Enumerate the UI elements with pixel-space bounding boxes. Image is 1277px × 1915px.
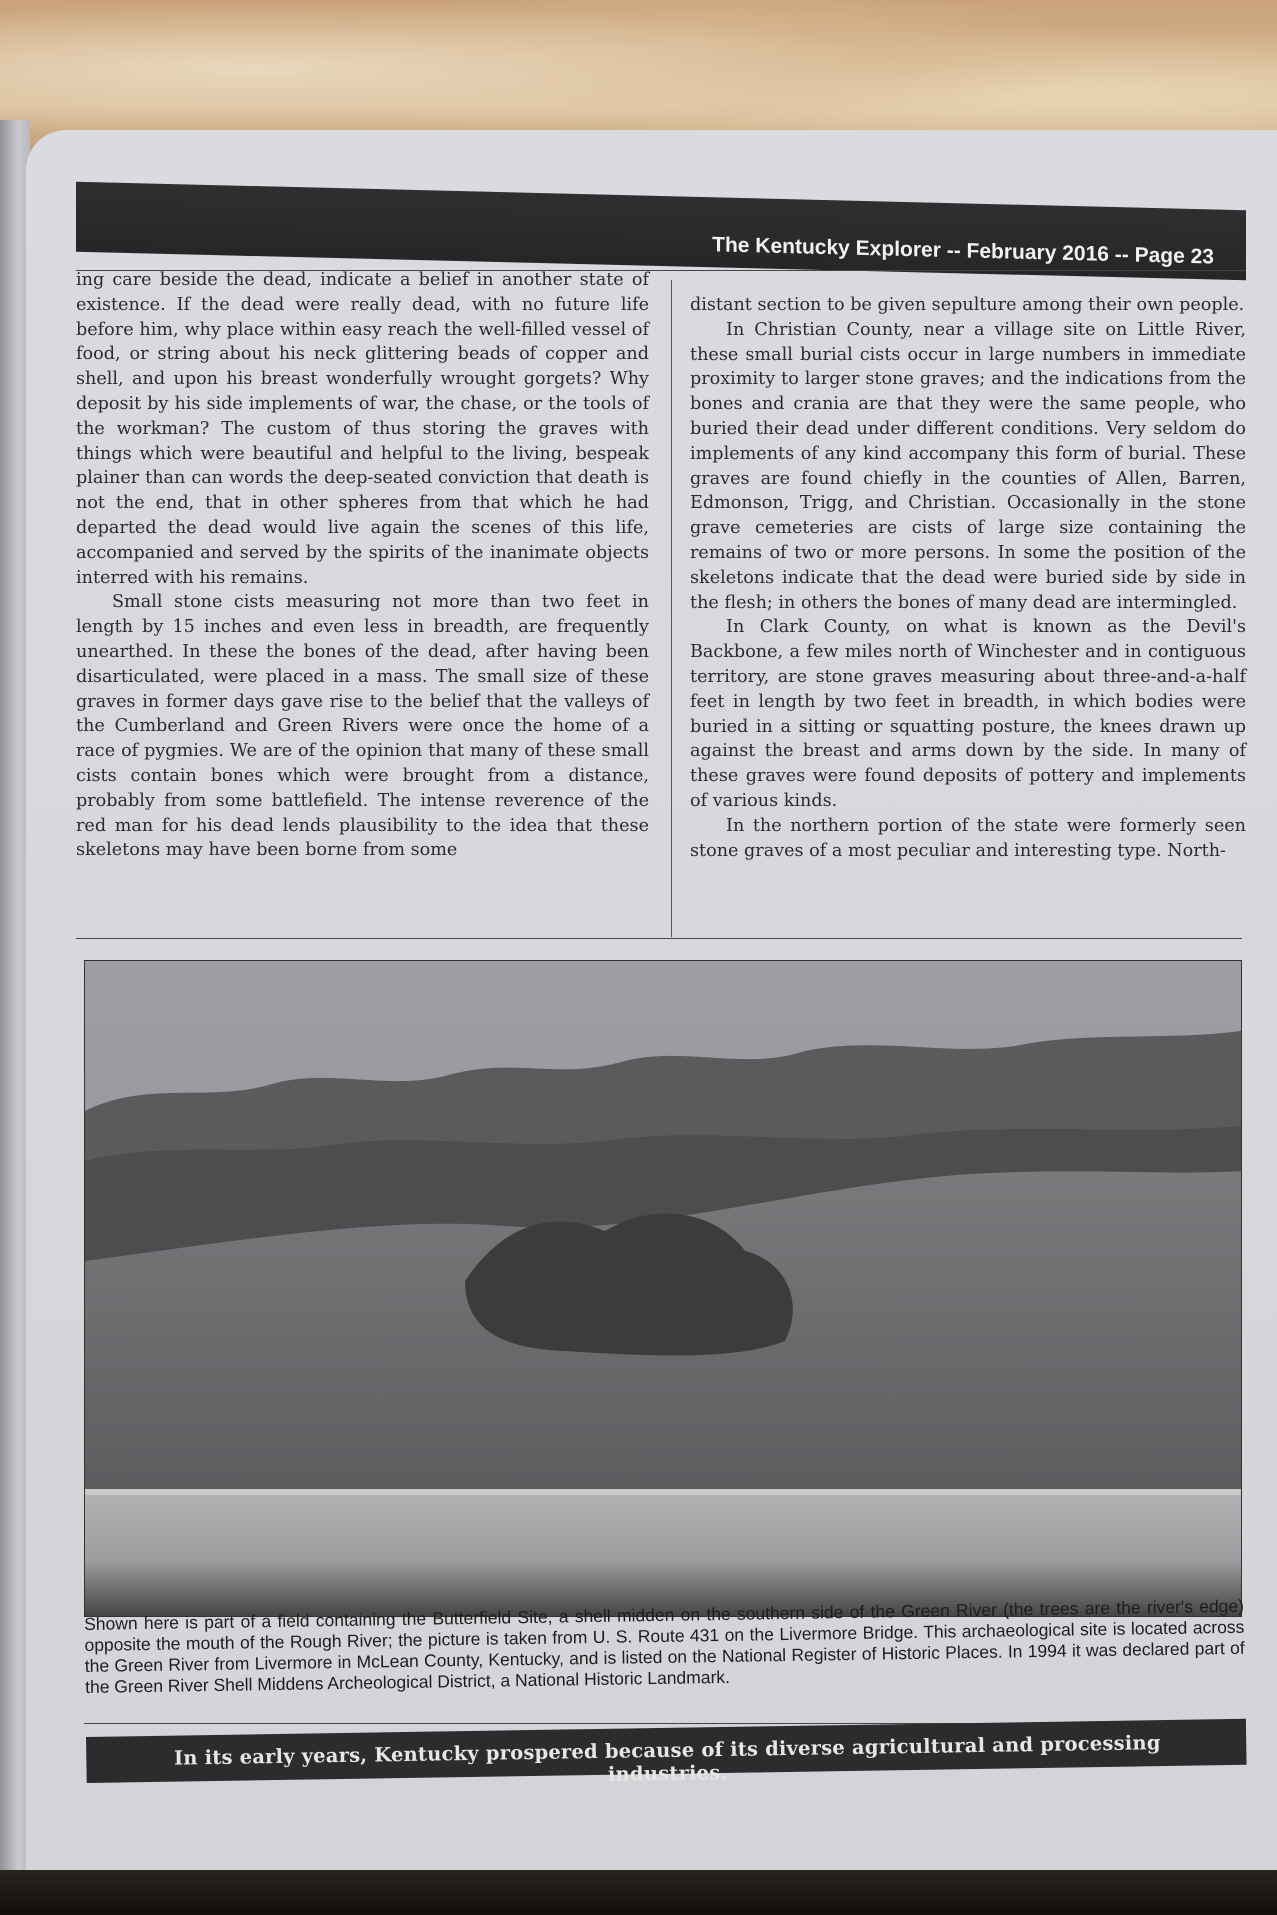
right-paragraph-4: In the northern portion of the state were formerly seen stone graves of a most peculiar and interesting type. North- [690,815,1246,861]
left-text-column [76,268,649,863]
left-paragraph-2: Small stone cists measuring not more than two feet in length by 15 inches and even less in breadth, are frequently unearthed. In these the bones of the dead, after having been disarticulated, were placed in a mass. The small size of these graves in former days gave rise to the belief that the valleys of the Cumberland and Green Rivers were once the home of a race of pygmies. We are of the opinion that many of these small cists contain bones which were brought from a distance, probably from some battlefield. The intense reverence of the red man for his dead lends plausibility to the idea that these skeletons may have been borne from some [76,592,649,861]
photo-caption: Shown here is part of a field containing the Butterfield Site, a shell midden on the southern side of the Green River (the trees are the river's edge) opposite the mouth of the Rough River; the picture is taken from U. S. Route 431 on the Livermore Bridge. This archaeological site is located across the Green River from Livermore in McLean County, Kentucky, and is listed on the National Register of Historic Places. In 1994 it was declared part of the Green River Shell Middens Archeological District, a National Historic Landmark. [84,1595,1245,1697]
left-paragraph-1: ing care beside the dead, indicate a belief in another state of existence. If the dead were really dead, with no future life before him, why place within easy reach the well-filled vessel of food, or string about his neck glittering beads of copper and shell, and upon his breast wonderfully wrought gorgets? Why deposit by his side implements of war, the chase, or the tools of the workman? The custom of thus storing the graves with things which were beautiful and helpful to the living, bespeak plainer than can words the deep-seated conviction that death is not the end, that in other spheres from that which he had departed the dead would live again the scenes of this life, accompanied and served by the spirits of the inanimate objects interred with his remains. [76,270,649,588]
page-header-title: The Kentucky Explorer -- February 2016 -- Page 23 [712,233,1214,269]
bottom-shadow-edge [0,1870,1277,1915]
field-photo-image [85,961,1241,1616]
footer-tagline: In its early years, Kentucky prospered because of its diverse agricultural and processing industries. [173,1731,1161,1786]
right-paragraph-1: distant section to be given sepulture among their own people. [690,295,1245,315]
text-bottom-rule [76,938,1242,939]
right-paragraph-2: In Christian County, near a village site on Little River, these small burial cists occur in large numbers in immediate proximity to larger stone graves; and the indications from the bones and crania are that they were the same people, who buried their dead under different conditions. Very seldom do implements of any kind accompany this form of burial. These graves are found chiefly in the counties of Allen, Barren, Edmonson, Trigg, and Christian. Occasionally in the stone grave cemeteries are cists of large size containing the remains of two or more persons. In some the position of the skeletons indicate that the dead were buried side by side in the flesh; in others the bones of many dead are intermingled. [690,319,1246,613]
column-divider [671,280,672,937]
right-paragraph-3: In Clark County, on what is known as the Devil's Backbone, a few miles north of Winchester and in contiguous territory, are stone graves measuring about three-and-a-half feet in length by two feet in breadth, in which bodies were buried in a sitting or squatting posture, the knees drawn up against the breast and arms down by the side. In many of these graves were found deposits of pottery and implements of various kinds. [690,617,1246,811]
field-photograph [84,960,1242,1617]
right-text-column [690,293,1246,863]
